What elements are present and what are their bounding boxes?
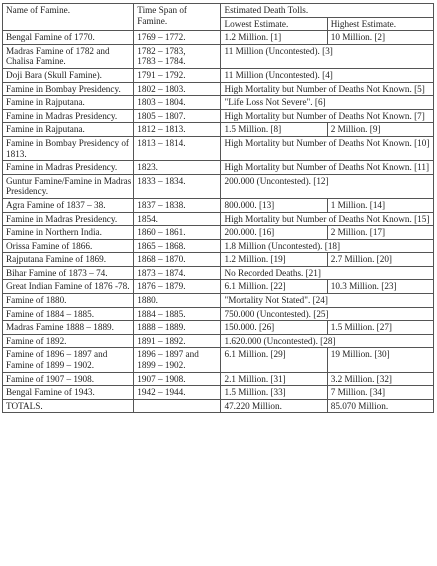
famine-name: Famine of 1884 – 1885. — [3, 307, 134, 321]
famine-time-span: 1823. — [134, 161, 221, 175]
death-toll-combined: 200.000 (Uncontested). [12] — [221, 174, 434, 198]
famine-name: Bengal Famine of 1770. — [3, 31, 134, 45]
table-row — [3, 68, 434, 82]
totals-high: 85.070 Million. — [327, 399, 433, 413]
death-toll-lowest: 1.5 Million. [33] — [221, 386, 327, 400]
death-toll-highest: 1 Million. [14] — [327, 198, 433, 212]
famine-time-span: 1782 – 1783, 1783 – 1784. — [134, 44, 221, 68]
death-toll-combined: "Mortality Not Stated". [24] — [221, 294, 434, 308]
famine-time-span: 1802 – 1803. — [134, 82, 221, 96]
famine-name: Doji Bara (Skull Famine). — [3, 68, 134, 82]
famine-time-span: 1880. — [134, 294, 221, 308]
death-toll-highest: 10.3 Million. [23] — [327, 280, 433, 294]
table-row — [3, 372, 434, 386]
famine-time-span: 1884 – 1885. — [134, 307, 221, 321]
table-row — [3, 96, 434, 110]
famine-name: Rajputana Famine of 1869. — [3, 253, 134, 267]
famine-name: Famine in Rajputana. — [3, 123, 134, 137]
famine-name: Agra Famine of 1837 – 38. — [3, 198, 134, 212]
death-toll-lowest: 6.1 Million. [29] — [221, 348, 327, 372]
table-row — [3, 161, 434, 175]
famine-name: Famine in Madras Presidency. — [3, 109, 134, 123]
death-toll-lowest: 800.000. [13] — [221, 198, 327, 212]
famine-name: Famine of 1907 – 1908. — [3, 372, 134, 386]
death-toll-highest: 3.2 Million. [32] — [327, 372, 433, 386]
table-row — [3, 226, 434, 240]
famine-time-span: 1876 – 1879. — [134, 280, 221, 294]
death-toll-highest: 10 Million. [2] — [327, 31, 433, 45]
famine-name: Bengal Famine of 1943. — [3, 386, 134, 400]
death-toll-highest: 2 Million. [17] — [327, 226, 433, 240]
famine-time-span: 1837 – 1838. — [134, 198, 221, 212]
famine-name: Madras Famine of 1782 and Chalisa Famine. — [3, 44, 134, 68]
death-toll-lowest: 150.000. [26] — [221, 321, 327, 335]
table-row — [3, 307, 434, 321]
famine-time-span: 1865 – 1868. — [134, 239, 221, 253]
table-row — [3, 44, 434, 68]
table-row — [3, 109, 434, 123]
death-toll-combined: "Life Loss Not Severe". [6] — [221, 96, 434, 110]
famine-time-span: 1791 – 1792. — [134, 68, 221, 82]
header-highest: Highest Estimate. — [327, 17, 433, 31]
famine-name: Famine of 1880. — [3, 294, 134, 308]
death-toll-highest: 19 Million. [30] — [327, 348, 433, 372]
famine-name: Famine in Madras Presidency. — [3, 212, 134, 226]
death-toll-lowest: 1.5 Million. [8] — [221, 123, 327, 137]
famine-name: Great Indian Famine of 1876 -78. — [3, 280, 134, 294]
table-row — [3, 386, 434, 400]
death-toll-combined: 1.620.000 (Uncontested). [28] — [221, 334, 434, 348]
famine-time-span: 1833 – 1834. — [134, 174, 221, 198]
death-toll-highest: 2 Million. [9] — [327, 123, 433, 137]
famine-name: Famine in Madras Presidency. — [3, 161, 134, 175]
header-name: Name of Famine. — [3, 4, 134, 31]
famine-name: Madras Famine 1888 – 1889. — [3, 321, 134, 335]
famine-name: Guntur Famine/Famine in Madras Presidency. — [3, 174, 134, 198]
header-death-tolls: Estimated Death Tolls. — [221, 4, 434, 18]
famine-name: Famine in Bombay Presidency. — [3, 82, 134, 96]
totals-label: TOTALS. — [3, 399, 134, 413]
death-toll-combined: High Mortality but Number of Deaths Not Known. [5] — [221, 82, 434, 96]
table-row — [3, 136, 434, 160]
famine-time-span: 1888 – 1889. — [134, 321, 221, 335]
table-row — [3, 123, 434, 137]
table-body — [3, 31, 434, 400]
famine-time-span: 1907 – 1908. — [134, 372, 221, 386]
table-row — [3, 266, 434, 280]
death-toll-combined: High Mortality but Number of Deaths Not Known. [7] — [221, 109, 434, 123]
famine-time-span: 1812 – 1813. — [134, 123, 221, 137]
table-row — [3, 294, 434, 308]
table-row — [3, 321, 434, 335]
death-toll-highest: 2.7 Million. [20] — [327, 253, 433, 267]
famine-time-span: 1854. — [134, 212, 221, 226]
table-row — [3, 174, 434, 198]
death-toll-combined: 11 Million (Uncontested). [3] — [221, 44, 434, 68]
table-row — [3, 348, 434, 372]
famine-time-span: 1813 – 1814. — [134, 136, 221, 160]
famine-name: Bihar Famine of 1873 – 74. — [3, 266, 134, 280]
table-header — [3, 4, 434, 31]
table-row — [3, 82, 434, 96]
death-toll-lowest: 1.2 Million. [19] — [221, 253, 327, 267]
famine-name: Famine in Northern India. — [3, 226, 134, 240]
death-toll-lowest: 1.2 Million. [1] — [221, 31, 327, 45]
famine-name: Orissa Famine of 1866. — [3, 239, 134, 253]
famine-time-span: 1805 – 1807. — [134, 109, 221, 123]
death-toll-lowest: 200.000. [16] — [221, 226, 327, 240]
table-row — [3, 212, 434, 226]
death-toll-combined: 11 Million (Uncontested). [4] — [221, 68, 434, 82]
totals-low: 47.220 Million. — [221, 399, 327, 413]
famine-time-span: 1860 – 1861. — [134, 226, 221, 240]
death-toll-combined: High Mortality but Number of Deaths Not Known. [11] — [221, 161, 434, 175]
famine-time-span: 1769 – 1772. — [134, 31, 221, 45]
table-row — [3, 239, 434, 253]
death-toll-combined: 750.000 (Uncontested). [25] — [221, 307, 434, 321]
table-row — [3, 253, 434, 267]
famine-time-span: 1891 – 1892. — [134, 334, 221, 348]
famine-table — [2, 3, 434, 413]
table-row — [3, 280, 434, 294]
famine-name: Famine of 1896 – 1897 and Famine of 1899 – 1902. — [3, 348, 134, 372]
table-row — [3, 31, 434, 45]
famine-time-span: 1873 – 1874. — [134, 266, 221, 280]
header-row — [3, 4, 434, 18]
famine-name: Famine of 1892. — [3, 334, 134, 348]
death-toll-highest: 1.5 Million. [27] — [327, 321, 433, 335]
famine-name: Famine in Rajputana. — [3, 96, 134, 110]
header-lowest: Lowest Estimate. — [221, 17, 327, 31]
table-row — [3, 334, 434, 348]
death-toll-lowest: 2.1 Million. [31] — [221, 372, 327, 386]
death-toll-lowest: 6.1 Million. [22] — [221, 280, 327, 294]
table-footer — [3, 399, 434, 413]
totals-row — [3, 399, 434, 413]
totals-span-empty — [134, 399, 221, 413]
famine-time-span: 1803 – 1804. — [134, 96, 221, 110]
death-toll-combined: High Mortality but Number of Deaths Not Known. [15] — [221, 212, 434, 226]
famine-time-span: 1896 – 1897 and 1899 – 1902. — [134, 348, 221, 372]
famine-name: Famine in Bombay Presidency of 1813. — [3, 136, 134, 160]
death-toll-combined: 1.8 Million (Uncontested). [18] — [221, 239, 434, 253]
death-toll-highest: 7 Million. [34] — [327, 386, 433, 400]
famine-time-span: 1942 – 1944. — [134, 386, 221, 400]
death-toll-combined: High Mortality but Number of Deaths Not Known. [10] — [221, 136, 434, 160]
famine-time-span: 1868 – 1870. — [134, 253, 221, 267]
table-row — [3, 198, 434, 212]
header-span: Time Span of Famine. — [134, 4, 221, 31]
death-toll-combined: No Recorded Deaths. [21] — [221, 266, 434, 280]
